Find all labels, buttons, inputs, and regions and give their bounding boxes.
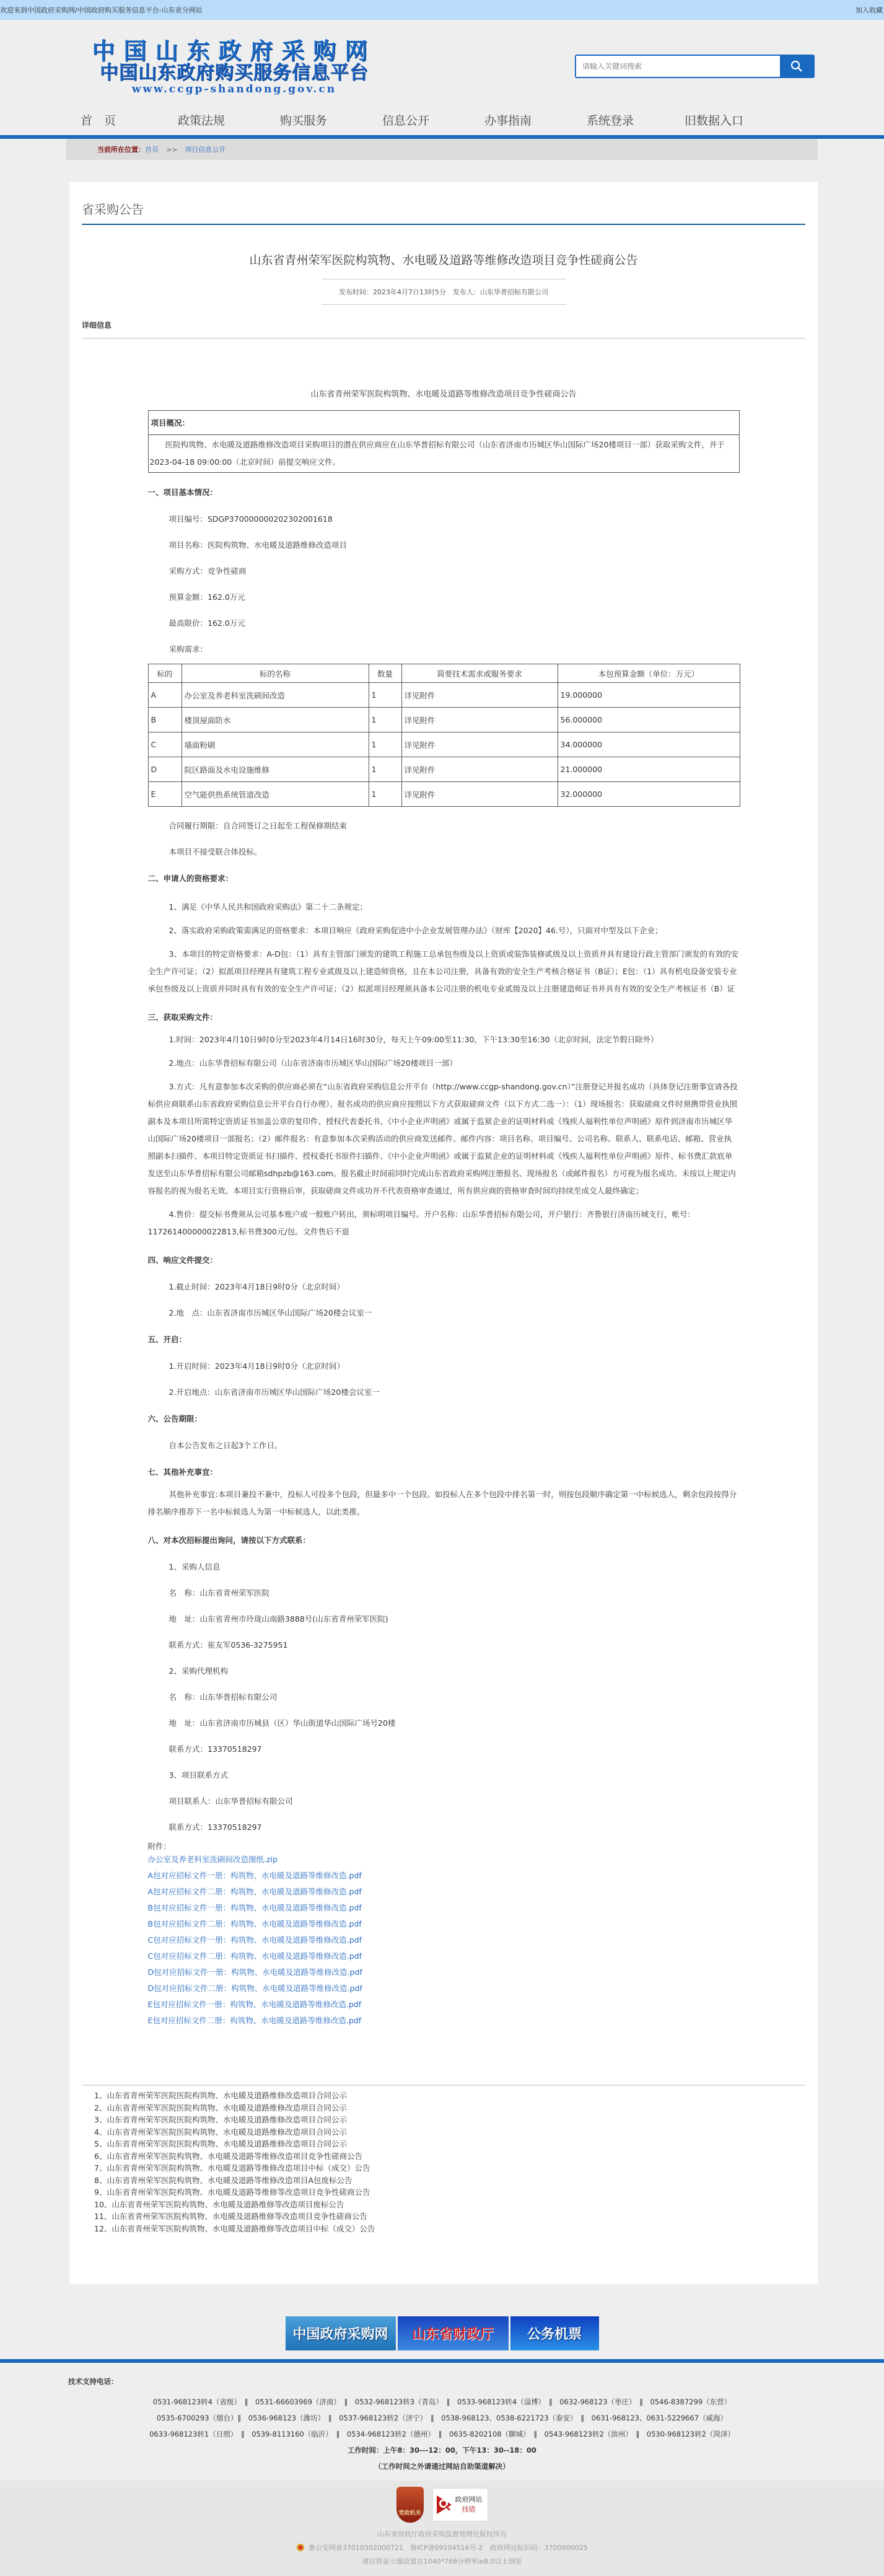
attachment-link[interactable]: B包对应招标文件一册：构筑物、水电暖及道路等维修改造.pdf xyxy=(147,1903,362,1912)
obtain-time: 1.时间：2023年4月10日9时0分至2023年4月14日16时30分，每天上午09:00至11:30，下午13:30至16:30（北京时间，法定节假日除外） xyxy=(168,1035,659,1044)
overview-text: 医院构筑物、水电暖及道路维修改造项目采购项目的潜在供应商应在山东华普招标有限公司（山东省济南市历城区华山国际广场20楼项目一部）获取采购文件，并于2023-04-18 09:00:00（北京时间）前提交响应文件。 xyxy=(149,440,725,467)
max-price: 最高限价：162.0万元 xyxy=(168,618,245,628)
no-consortium: 本项目不接受联合体投标。 xyxy=(168,847,262,856)
requirements-table xyxy=(148,664,740,807)
related-link[interactable]: 12、山东省青州荣军医院构筑物、水电暖及道路维修等改造项目中标（成交）公告 xyxy=(94,2223,375,2233)
purchaser-name: 名 称：山东省青州荣军医院 xyxy=(168,1588,270,1598)
related-link[interactable]: 4、山东省青州荣军医院医院构筑物、水电暖及道路维修改造项目合同公示 xyxy=(94,2127,347,2137)
logo-line-1: 中国山东政府采购网 xyxy=(92,37,377,64)
table-row xyxy=(148,732,740,757)
site-footer xyxy=(0,2481,884,2576)
attachment-link[interactable]: E包对应招标文件二册：构筑物、水电暖及道路等维修改造.pdf xyxy=(147,2016,362,2025)
project-contact-title: 3、项目联系方式 xyxy=(168,1770,228,1780)
support-phones-row: 0633-968123转1（日照） ‖ 0539-8113160（临沂） ‖ 0534-968123转2（德州） ‖ 0635-8202108（聊城） ‖ 0543-968123转2（滨州） ‖ 0530-968123转2（菏泽） xyxy=(149,2430,735,2438)
magnifier-icon xyxy=(437,2495,452,2514)
search-input[interactable] xyxy=(576,56,780,77)
nav-old-data[interactable]: 旧数据入口 xyxy=(685,114,744,128)
nav-purchase-services[interactable]: 购买服务 xyxy=(280,114,328,128)
welcome-text: 欢迎来到中国政府采购网/中国政府购买服务信息平台-山东省分网站 xyxy=(0,6,203,14)
icp-record xyxy=(0,2541,884,2555)
cell-name: 楼顶屋面防水 xyxy=(182,708,369,732)
purchaser-address: 地 址：山东省青州市玲珑山南路3888号(山东省青州荣军医院) xyxy=(168,1614,388,1624)
heading-basic-info: 一、项目基本情况： xyxy=(147,488,218,497)
breadcrumb xyxy=(66,139,818,160)
logo-url: www.ccgp-shandong.gov.cn xyxy=(131,83,337,95)
cell-budget: 56.000000 xyxy=(558,708,740,732)
col-lot: 标的 xyxy=(148,664,182,683)
search-box xyxy=(575,55,815,78)
col-name: 标的名称 xyxy=(182,664,369,683)
budget-amount: 预算金额：162.0万元 xyxy=(168,592,245,602)
cell-lot: A xyxy=(148,683,182,708)
top-bar xyxy=(0,0,884,20)
logo-line-2: 中国山东政府购买服务信息平台 xyxy=(100,62,369,84)
cell-requirements: 详见附件 xyxy=(401,732,558,757)
search-button[interactable] xyxy=(780,56,813,77)
attachment-link[interactable]: E包对应招标文件一册：构筑物、水电暖及道路等维修改造.pdf xyxy=(147,2000,362,2009)
breadcrumb-home[interactable]: 首页 xyxy=(145,146,159,154)
working-hours: 工作时间：上午8：30---12：00，下午13：30--18：00 xyxy=(348,2446,536,2455)
support-phones-row: 0531-968123转4（省级） ‖ 0531-66603969（济南） ‖ 0532-968123转3（青岛） ‖ 0533-968123转4（淄博） ‖ 0632-968123（枣庄） ‖ 0546-8387299（东营） xyxy=(152,2398,732,2406)
cell-requirements: 详见附件 xyxy=(401,708,558,732)
nav-info-disclosure[interactable]: 信息公开 xyxy=(382,114,430,128)
cell-lot: E xyxy=(148,782,182,807)
attachments-list xyxy=(148,1852,740,2029)
cell-lot: C xyxy=(148,732,182,757)
obtain-place: 2.地点：山东华普招标有限公司（山东省济南市历城区华山国际广场20楼项目一部） xyxy=(168,1058,457,1068)
banner-official-tickets[interactable]: 公务机票 xyxy=(510,2316,599,2350)
attachment-link[interactable]: C包对应招标文件一册：构筑物、水电暖及道路等维修改造.pdf xyxy=(147,1935,362,1945)
detail-label: 详细信息 xyxy=(82,320,805,339)
cell-qty: 1 xyxy=(369,708,401,732)
related-link[interactable]: 11、山东省青州荣军医院构筑物、水电暖及道路维修等改造项目竞争性磋商公告 xyxy=(94,2212,367,2221)
related-link[interactable]: 6、山东省青州荣军医院构筑物、水电暖及道路等维修改造项目竞争性磋商公告 xyxy=(94,2151,362,2161)
nav-guide[interactable]: 办事指南 xyxy=(484,114,532,128)
heading-contact: 八、对本次招标提出询问，请按以下方式联系： xyxy=(147,1536,311,1545)
qualification-3: 3、本项目的特定资格要求：A-D包：（1）具有主管部门颁发的建筑工程施工总承包叁级及以上资质或装饰装修贰级及以上资质并具有建设行政主管部门颁发的有效的安全生产许可证；（2）拟派项目经理具有建筑工程专业贰级及以上建造师资格，且在本公司注册，具备有效的安全生产考核合格证书（B证）；E包：（1）具有机电设备安装专业承包叁级及以上资质并同时具有有效的安全生产许可证；（2）拟派项目经理须具备本公司注册的机电专业贰级及以上注册建造师证书并具有有效的安全生产考核证书（B）证 xyxy=(147,949,739,993)
obtain-method: 3.方式：凡有意参加本次采购的供应商必须在“山东省政府采购信息公开平台（http://www.ccgp-shandong.gov.cn）”注册登记并报名成功（具体登记注册事宜请各投标供应商联系山东省政府采购信息公开平台自行办理）。报名成功的供应商应按照以下方式获取磋商文件（以下方式二选一）：（1）现场报名：获取磋商文件时须携带营业执照副本及本项目所需特定资质证书加盖公章的复印件、授权代表委托书、《中小企业声明函》或属于监狱企业的证明材料或《残疾人福利性单位声明函》原件到济南市历城区华山国际广场20楼项目一部报名；（2）邮件报名：有意参加本次采购活动的供应商发送邮件。邮件内容：项目名称、项目编号、公司名称、联系人、联系电话、邮箱、营业执照副本扫描件、本项目特定资质证书扫描件、授权委托书原件扫描件、《中小企业声明函》或属于监狱企业的证明材料或《残疾人福利性单位声明函》原件、标书费汇款底单发送至山东华普招标有限公司邮箱sdhpzb@163.com。报名截止时间前同时完成山东省政府采购网注册报名、现场报名（或邮件报名）方可视为报名成功。未按以上规定内容报名的视为报名无效。本项目实行资格后审，获取磋商文件成功并不代表资格审查通过，所有供应商的资格审查时间均持续至成交人最终确定； xyxy=(147,1082,738,1195)
table-row xyxy=(148,683,740,708)
cell-budget: 19.000000 xyxy=(558,683,740,708)
col-requirements: 简要技术需求或服务要求 xyxy=(401,664,558,683)
breadcrumb-separator: >> xyxy=(166,145,178,154)
breadcrumb-project-info[interactable]: 项目信息公开 xyxy=(185,146,226,154)
contract-period: 合同履行期限：自合同签订之日起至工程保修期结束 xyxy=(168,821,348,830)
badge-gov-site-text: 政府网站 xyxy=(455,2495,483,2503)
police-emblem-icon xyxy=(297,2544,304,2551)
col-budget: 本包预算金额（单位：万元） xyxy=(558,664,740,683)
breadcrumb-label: 当前所在位置： xyxy=(97,146,145,154)
related-link[interactable]: 5、山东省青州荣军医院医院构筑物、水电暖及道路维修改造项目合同公示 xyxy=(94,2139,347,2148)
attachment-link[interactable]: D包对应招标文件一册：构筑物、水电暖及道路等维修改造.pdf xyxy=(147,1967,362,1977)
related-link[interactable]: 3、山东省青州荣军医院医院构筑物、水电暖及道路维修改造项目合同公示 xyxy=(94,2115,347,2124)
related-link[interactable]: 8、山东省青州荣军医院构筑物、水电暖及道路等维修改造项目A包废标公告 xyxy=(94,2175,352,2185)
overview-box xyxy=(148,410,740,473)
related-link[interactable]: 2、山东省青州荣军医院医院构筑物、水电暖及道路维修改造项目合同公示 xyxy=(94,2103,347,2112)
support-title: 技术支持电话： xyxy=(68,2377,118,2386)
agency-name: 名 称：山东华普招标有限公司 xyxy=(168,1692,278,1702)
article-title: 山东省青州荣军医院构筑物、水电暖及道路等维修改造项目竞争性磋商公告 xyxy=(249,253,638,267)
partner-banners xyxy=(0,2316,884,2350)
related-link[interactable]: 1、山东省青州荣军医院医院构筑物、水电暖及道路维修改造项目合同公示 xyxy=(94,2091,347,2100)
banner-finance-dept[interactable]: 山东省财政厅 xyxy=(398,2316,509,2350)
announcement-body xyxy=(148,387,740,2029)
project-contact-name: 项目联系人：山东华普招标有限公司 xyxy=(168,1796,293,1806)
attachment-link[interactable]: 办公室及养老科室洗刷间改造图纸.zip xyxy=(147,1855,278,1864)
demand-label: 采购需求： xyxy=(168,644,208,654)
related-link[interactable]: 7、山东省青州荣军医院构筑物、水电暖及道路等维修改造项目中标（成交）公告 xyxy=(94,2163,370,2173)
party-gov-badge-icon[interactable]: 党政机关 xyxy=(396,2487,424,2523)
support-phones-row: 0535-6700293（烟台）‖ 0536-968123（潍坊） ‖ 0537-968123转2（济宁） ‖ 0538-968123、0538-6221723（泰安） ‖ 0631-968123、0631-5229667（威海） xyxy=(156,2414,728,2422)
cell-budget: 34.000000 xyxy=(558,732,740,757)
cell-lot: B xyxy=(148,708,182,732)
table-row xyxy=(148,782,740,807)
cell-lot: D xyxy=(148,757,182,782)
attachment-link[interactable]: D包对应招标文件二册：构筑物、水电暖及道路等维修改造.pdf xyxy=(147,1984,362,1993)
site-logo[interactable] xyxy=(73,38,395,95)
copyright: 山东省财政厅政府采购监督管理处版权所有 xyxy=(377,2530,507,2538)
working-hours-note: （工作时间之外请通过网站自助渠道解决） xyxy=(374,2462,510,2471)
related-link[interactable]: 10、山东省青州荣军医院构筑物、水电暖及道路维修等改造项目废标公告 xyxy=(94,2199,344,2209)
other-matters: 其他补充事宜:本项目兼投不兼中，投标人可投多个包段，但最多中一个包段。如投标人在多个包段中排名第一时，则按包段顺序确定第一中标候选人，剩余包段按得分排名顺序推荐下一名中标候选人为第一中标候选人，以此类推。 xyxy=(147,1490,737,1516)
cell-requirements: 详见附件 xyxy=(401,782,558,807)
nav-policies[interactable]: 政策法规 xyxy=(178,114,225,128)
attachment-link[interactable]: A包对应招标文件二册：构筑物、水电暖及道路等维修改造.pdf xyxy=(147,1887,362,1896)
icp-text: 鲁公安网备37010302000721 鲁ICP备09104516号-2 政府网站标识码：3700000025 xyxy=(309,2544,588,2552)
attachment-link[interactable]: A包对应招标文件一册：构筑物、水电暖及道路等维修改造.pdf xyxy=(147,1871,362,1880)
agency-phone: 联系方式：13370518297 xyxy=(168,1744,262,1754)
cell-name: 墙面粉刷 xyxy=(182,732,369,757)
section-title: 省采购公告 xyxy=(82,200,805,225)
cell-qty: 1 xyxy=(369,732,401,757)
table-row xyxy=(148,708,740,732)
agency-address: 地 址：山东省济南市历城县（区）华山街道华山国际广场号20楼 xyxy=(168,1718,396,1728)
agency-title: 2、采购代理机构 xyxy=(168,1666,228,1676)
search-icon xyxy=(790,60,803,73)
procurement-method: 采购方式：竞争性磋商 xyxy=(168,566,247,576)
submission-deadline: 1.截止时间：2023年4月18日9时0分（北京时间） xyxy=(168,1282,345,1291)
nav-home[interactable]: 首 页 xyxy=(81,114,116,128)
cell-requirements: 详见附件 xyxy=(401,757,558,782)
opening-place: 2.开启地点：山东省济南市历城区华山国际广场20楼会议室一 xyxy=(168,1387,380,1397)
qualification-2: 2、落实政府采购政策需满足的资格要求：本项目响应《政府采购促进中小企业发展管理办法》（财库【2020】46.号），只面对中型及以下企业； xyxy=(168,926,663,935)
related-announcements xyxy=(82,2085,805,2235)
cell-budget: 21.000000 xyxy=(558,757,740,782)
heading-qualifications: 二、申请人的资格要求： xyxy=(147,874,234,883)
qualification-1: 1、满足《中华人民共和国政府采购法》第二十二条规定； xyxy=(168,902,367,912)
obtain-price: 4.售价：提交标书费须从公司基本账户或一般账户转出，须标明项目编号。开户名称：山东华普招标有限公司，开户银行：齐鲁银行济南历城支行，帐号：117261400000022813,标书费300元/包。文件售后不退 xyxy=(147,1210,695,1236)
cell-requirements: 详见附件 xyxy=(401,683,558,708)
tech-support xyxy=(0,2363,884,2474)
browser-suggestion: 建议将显示器设置在1040*768分辨率ie8.0以上浏览 xyxy=(362,2557,522,2565)
table-row xyxy=(148,757,740,782)
cell-name: 院区路面及水电设施维修 xyxy=(182,757,369,782)
cell-name: 办公室及养老科室洗刷间改造 xyxy=(182,683,369,708)
add-favorite-link[interactable]: 加入收藏 xyxy=(856,6,883,14)
cell-budget: 32.000000 xyxy=(558,782,740,807)
announcement-period: 自本公告发布之日起3个工作日。 xyxy=(168,1441,282,1450)
cell-qty: 1 xyxy=(369,782,401,807)
attachment-link[interactable]: C包对应招标文件二册：构筑物、水电暖及道路等维修改造.pdf xyxy=(147,1951,362,1961)
heading-period: 六、公告期限： xyxy=(147,1414,203,1423)
heading-other: 七、其他补充事宜： xyxy=(147,1467,218,1477)
project-name: 项目名称：医院构筑物、水电暖及道路维修改造项目 xyxy=(168,540,348,550)
purchaser-phone: 联系方式：崔友军0536-3275951 xyxy=(168,1640,288,1650)
opening-time: 1.开启时间：2023年4月18日9时0分（北京时间） xyxy=(168,1361,345,1371)
project-contact-phone: 联系方式：13370518297 xyxy=(168,1822,262,1832)
gov-site-error-report-badge[interactable] xyxy=(432,2488,488,2521)
related-link[interactable]: 9、山东省青州荣军医院构筑物、水电暖及道路等维修等改造项目竞争性磋商公告 xyxy=(94,2187,370,2197)
doc-title: 山东省青州荣军医院构筑物、水电暖及道路等维修改造项目竞争性磋商公告 xyxy=(310,390,577,399)
article-meta: 发布时间：2023年4月7日13时5分 发布人：山东华普招标有限公司 xyxy=(322,279,566,305)
site-header xyxy=(0,20,884,105)
attachment-link[interactable]: B包对应招标文件二册：构筑物、水电暖及道路等维修改造.pdf xyxy=(147,1919,362,1928)
table-header-row xyxy=(148,664,740,683)
heading-submission: 四、响应文件提交： xyxy=(147,1255,218,1265)
banner-ccgp[interactable]: 中国政府采购网 xyxy=(286,2316,396,2350)
heading-opening: 五、开启： xyxy=(147,1335,187,1344)
badge-find-error-text: 找错 xyxy=(462,2505,476,2513)
attachments-label: 附件： xyxy=(147,1842,172,1851)
footer-badges xyxy=(0,2487,884,2523)
cell-qty: 1 xyxy=(369,683,401,708)
purchaser-title: 1、采购人信息 xyxy=(168,1562,221,1572)
project-number: 项目编号：SDGP370000000202302001618 xyxy=(168,514,333,524)
nav-login[interactable]: 系统登录 xyxy=(587,114,634,128)
cell-name: 空气能供热系统管道改造 xyxy=(182,782,369,807)
cell-qty: 1 xyxy=(369,757,401,782)
heading-obtain-docs: 三、获取采购文件： xyxy=(147,1013,218,1022)
submission-place: 2.地 点：山东省济南市历城区华山国际广场20楼会议室一 xyxy=(168,1308,372,1317)
main-nav xyxy=(0,105,884,135)
content-card xyxy=(69,182,818,2284)
col-qty: 数量 xyxy=(369,664,401,683)
overview-heading: 项目概况： xyxy=(149,411,739,435)
